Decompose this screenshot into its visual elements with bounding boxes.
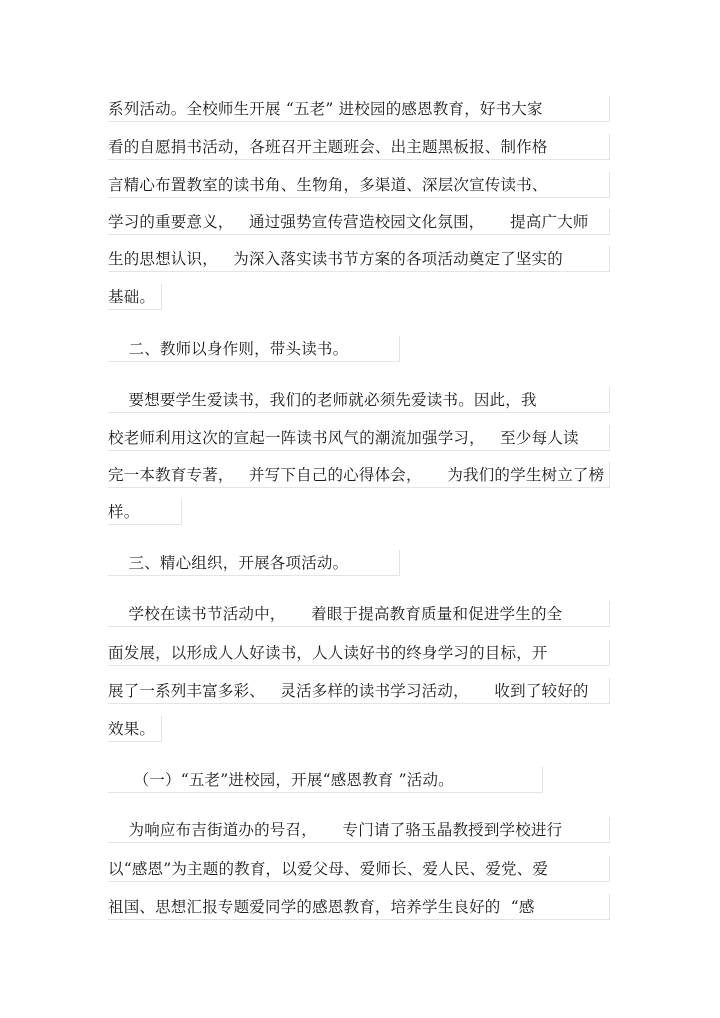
text-line: 系列活动。全校师生开展 “五老” 进校园的感恩教育，好书大家 bbox=[108, 96, 610, 122]
text-line: 校老师利用这次的宣起一阵读书风气的潮流加强学习， 至少每人读 bbox=[108, 425, 610, 451]
text-line: 完一本教育专著， 并写下自己的心得体会， 为我们的学生树立了榜 bbox=[108, 462, 610, 488]
text-line: 效果。 bbox=[108, 716, 162, 742]
text-line: 以“感恩”为主题的教育，以爱父母、爱师长、爱人民、爱党、爱 bbox=[108, 856, 610, 882]
text-line: 生的思想认识， 为深入落实读书节方案的各项活动奠定了坚实的 bbox=[108, 246, 610, 272]
text-line: 要想要学生爱读书，我们的老师就必须先爱读书。因此，我 bbox=[108, 387, 610, 413]
text-line: 面发展，以形成人人好读书，人人读好书的终身学习的目标，开 bbox=[108, 640, 610, 666]
section-heading: 三、精心组织，开展各项活动。 bbox=[108, 550, 400, 576]
text-line: 展了一系列丰富多彩、 灵活多样的读书学习活动， 收到了较好的 bbox=[108, 678, 610, 704]
text-line: 基础。 bbox=[108, 284, 162, 310]
text-line: 看的自愿捐书活动，各班召开主题班会、出主题黑板报、制作格 bbox=[108, 134, 610, 160]
text-line: 为响应布吉街道办的号召， 专门请了骆玉晶教授到学校进行 bbox=[108, 817, 610, 843]
text-line: 学校在读书节活动中， 着眼于提高教育质量和促进学生的全 bbox=[108, 601, 610, 627]
text-line: 言精心布置教室的读书角、生物角，多渠道、深层次宣传读书、 bbox=[108, 172, 610, 198]
text-line: 祖国、思想汇报专题爱同学的感恩教育，培养学生良好的 “感 bbox=[108, 894, 610, 920]
text-line: 样。 bbox=[108, 499, 182, 525]
text-line: 学习的重要意义， 通过强势宣传营造校园文化氛围， 提高广大师 bbox=[108, 209, 610, 235]
section-heading: 二、教师以身作则，带头读书。 bbox=[108, 336, 400, 362]
subsection-heading: （一）“五老”进校园，开展“感恩教育 ”活动。 bbox=[108, 767, 543, 793]
